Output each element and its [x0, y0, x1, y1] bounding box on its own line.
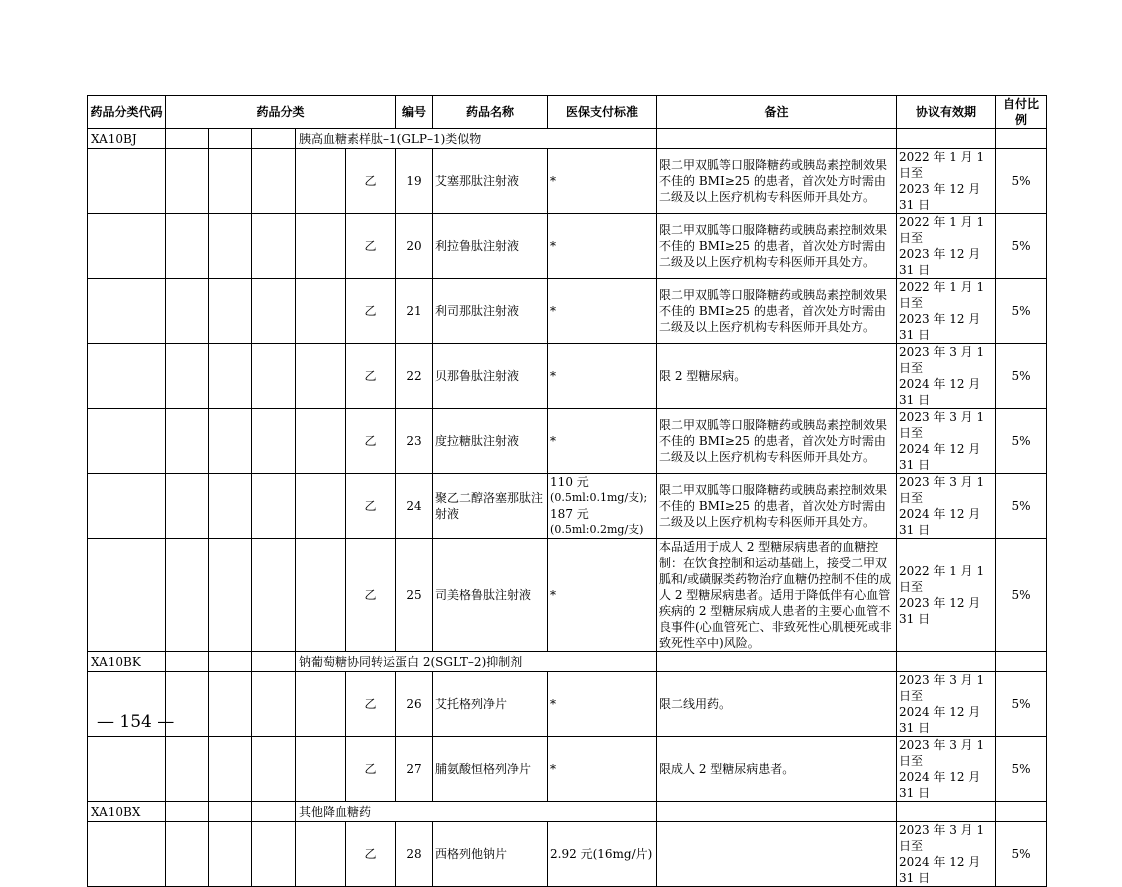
empty-cell — [657, 802, 897, 822]
drug-class: 乙 — [346, 214, 396, 279]
drug-row — [88, 279, 1047, 344]
category-label: 胰高血糖素样肽–1(GLP–1)类似物 — [296, 129, 657, 149]
drug-row — [88, 474, 1047, 539]
validity-end: 2024 年 12 月 31 日 — [899, 705, 981, 735]
header-remarks: 备注 — [657, 96, 897, 129]
validity-period — [897, 344, 996, 409]
empty-cell — [88, 344, 166, 409]
copay-ratio: 5% — [996, 344, 1047, 409]
empty-cell — [166, 214, 209, 279]
validity-period — [897, 279, 996, 344]
copay-ratio: 5% — [996, 737, 1047, 802]
empty-cell — [209, 672, 252, 737]
drug-number: 21 — [396, 279, 433, 344]
empty-cell — [166, 149, 209, 214]
drug-table — [87, 95, 1047, 887]
empty-cell — [88, 409, 166, 474]
payment-standard: * — [548, 279, 657, 344]
empty-cell — [166, 652, 209, 672]
remarks: 本品适用于成人 2 型糖尿病患者的血糖控制：在饮食控制和运动基础上，接受二甲双胍和/或磺脲类药物治疗血糖仍控制不佳的成人 2 型糖尿病患者。适用于降低伴有心血管疾病的 2 型糖尿病成人患者的主要心血管不良事件(心血管死亡、非致死性心肌梗死或非致死性卒中)风险。 — [657, 539, 897, 652]
empty-cell — [296, 279, 346, 344]
payment-standard: * — [548, 214, 657, 279]
validity-period — [897, 737, 996, 802]
empty-cell — [209, 822, 252, 887]
validity-start: 2022 年 1 月 1 日至 — [899, 564, 985, 594]
empty-cell — [657, 652, 897, 672]
drug-row — [88, 149, 1047, 214]
page-number: — 154 — — [97, 712, 175, 732]
category-label: 钠葡萄糖协同转运蛋白 2(SGLT–2)抑制剂 — [296, 652, 657, 672]
drug-class: 乙 — [346, 279, 396, 344]
drug-name: 贝那鲁肽注射液 — [433, 344, 548, 409]
drug-name: 西格列他钠片 — [433, 822, 548, 887]
remarks: 限二甲双胍等口服降糖药或胰岛素控制效果不佳的 BMI≥25 的患者，首次处方时需由二级及以上医疗机构专科医师开具处方。 — [657, 474, 897, 539]
empty-cell — [166, 802, 209, 822]
empty-cell — [209, 539, 252, 652]
validity-start: 2022 年 1 月 1 日至 — [899, 215, 985, 245]
header-payment-standard: 医保支付标准 — [548, 96, 657, 129]
category-code: XA10BJ — [88, 129, 166, 149]
drug-number: 25 — [396, 539, 433, 652]
drug-number: 24 — [396, 474, 433, 539]
drug-name: 利司那肽注射液 — [433, 279, 548, 344]
drug-number: 22 — [396, 344, 433, 409]
payment-line: (0.5ml:0.2mg/支) — [550, 523, 644, 536]
header-validity: 协议有效期 — [897, 96, 996, 129]
validity-end: 2023 年 12 月 31 日 — [899, 312, 981, 342]
validity-start: 2023 年 3 月 1 日至 — [899, 345, 985, 375]
validity-end: 2023 年 12 月 31 日 — [899, 182, 981, 212]
validity-period — [897, 672, 996, 737]
drug-number: 28 — [396, 822, 433, 887]
empty-cell — [166, 474, 209, 539]
empty-cell — [88, 737, 166, 802]
drug-name: 艾托格列净片 — [433, 672, 548, 737]
drug-name: 聚乙二醇洛塞那肽注射液 — [433, 474, 548, 539]
empty-cell — [296, 409, 346, 474]
remarks: 限 2 型糖尿病。 — [657, 344, 897, 409]
drug-class: 乙 — [346, 409, 396, 474]
validity-end: 2023 年 12 月 31 日 — [899, 596, 981, 626]
empty-cell — [209, 344, 252, 409]
drug-number: 19 — [396, 149, 433, 214]
drug-name: 度拉糖肽注射液 — [433, 409, 548, 474]
empty-cell — [996, 802, 1047, 822]
drug-class: 乙 — [346, 737, 396, 802]
drug-row — [88, 539, 1047, 652]
copay-ratio: 5% — [996, 672, 1047, 737]
copay-ratio: 5% — [996, 214, 1047, 279]
payment-line: 110 元 — [550, 475, 589, 489]
payment-standard: * — [548, 737, 657, 802]
validity-period — [897, 149, 996, 214]
copay-ratio: 5% — [996, 409, 1047, 474]
drug-class: 乙 — [346, 344, 396, 409]
empty-cell — [996, 652, 1047, 672]
category-row — [88, 652, 1047, 672]
drug-number: 20 — [396, 214, 433, 279]
drug-row — [88, 737, 1047, 802]
validity-start: 2023 年 3 月 1 日至 — [899, 410, 985, 440]
drug-class: 乙 — [346, 539, 396, 652]
empty-cell — [252, 652, 296, 672]
category-row — [88, 129, 1047, 149]
empty-cell — [296, 822, 346, 887]
drug-name: 脯氨酸恒格列净片 — [433, 737, 548, 802]
empty-cell — [897, 802, 996, 822]
empty-cell — [296, 539, 346, 652]
empty-cell — [296, 149, 346, 214]
validity-period — [897, 474, 996, 539]
empty-cell — [166, 409, 209, 474]
empty-cell — [166, 737, 209, 802]
empty-cell — [209, 129, 252, 149]
empty-cell — [296, 214, 346, 279]
drug-class: 乙 — [346, 149, 396, 214]
remarks: 限二甲双胍等口服降糖药或胰岛素控制效果不佳的 BMI≥25 的患者，首次处方时需由二级及以上医疗机构专科医师开具处方。 — [657, 279, 897, 344]
drug-row — [88, 214, 1047, 279]
copay-ratio: 5% — [996, 822, 1047, 887]
payment-standard: * — [548, 672, 657, 737]
drug-class: 乙 — [346, 672, 396, 737]
empty-cell — [996, 129, 1047, 149]
validity-period — [897, 539, 996, 652]
payment-standard: * — [548, 539, 657, 652]
validity-end: 2024 年 12 月 31 日 — [899, 442, 981, 472]
header-number: 编号 — [396, 96, 433, 129]
remarks: 限二甲双胍等口服降糖药或胰岛素控制效果不佳的 BMI≥25 的患者，首次处方时需由二级及以上医疗机构专科医师开具处方。 — [657, 214, 897, 279]
empty-cell — [209, 652, 252, 672]
payment-standard: 2.92 元(16mg/片) — [548, 822, 657, 887]
empty-cell — [166, 344, 209, 409]
payment-line: (0.5ml:0.1mg/支); — [550, 491, 648, 504]
empty-cell — [252, 149, 296, 214]
drug-row — [88, 409, 1047, 474]
remarks: 限二线用药。 — [657, 672, 897, 737]
payment-standard: * — [548, 344, 657, 409]
payment-standard — [548, 474, 657, 539]
empty-cell — [252, 802, 296, 822]
empty-cell — [209, 474, 252, 539]
validity-start: 2022 年 1 月 1 日至 — [899, 150, 985, 180]
category-code: XA10BK — [88, 652, 166, 672]
validity-end: 2024 年 12 月 31 日 — [899, 770, 981, 800]
remarks: 限二甲双胍等口服降糖药或胰岛素控制效果不佳的 BMI≥25 的患者，首次处方时需由二级及以上医疗机构专科医师开具处方。 — [657, 409, 897, 474]
copay-ratio: 5% — [996, 474, 1047, 539]
copay-ratio: 5% — [996, 539, 1047, 652]
category-row — [88, 802, 1047, 822]
validity-start: 2023 年 3 月 1 日至 — [899, 823, 985, 853]
empty-cell — [252, 672, 296, 737]
empty-cell — [252, 279, 296, 344]
empty-cell — [88, 539, 166, 652]
remarks: 限二甲双胍等口服降糖药或胰岛素控制效果不佳的 BMI≥25 的患者，首次处方时需由二级及以上医疗机构专科医师开具处方。 — [657, 149, 897, 214]
empty-cell — [166, 822, 209, 887]
empty-cell — [88, 279, 166, 344]
validity-start: 2022 年 1 月 1 日至 — [899, 280, 985, 310]
category-label: 其他降血糖药 — [296, 802, 657, 822]
copay-ratio: 5% — [996, 279, 1047, 344]
empty-cell — [252, 737, 296, 802]
empty-cell — [897, 652, 996, 672]
empty-cell — [166, 129, 209, 149]
validity-period — [897, 409, 996, 474]
drug-number: 27 — [396, 737, 433, 802]
empty-cell — [209, 409, 252, 474]
drug-row — [88, 822, 1047, 887]
empty-cell — [252, 539, 296, 652]
empty-cell — [209, 802, 252, 822]
empty-cell — [88, 822, 166, 887]
empty-cell — [252, 214, 296, 279]
empty-cell — [88, 474, 166, 539]
drug-row — [88, 344, 1047, 409]
empty-cell — [252, 822, 296, 887]
empty-cell — [166, 279, 209, 344]
empty-cell — [88, 149, 166, 214]
validity-start: 2023 年 3 月 1 日至 — [899, 673, 985, 703]
validity-start: 2023 年 3 月 1 日至 — [899, 475, 985, 505]
payment-standard: * — [548, 409, 657, 474]
empty-cell — [252, 129, 296, 149]
validity-end: 2023 年 12 月 31 日 — [899, 247, 981, 277]
empty-cell — [209, 737, 252, 802]
empty-cell — [166, 539, 209, 652]
validity-start: 2023 年 3 月 1 日至 — [899, 738, 985, 768]
validity-end: 2024 年 12 月 31 日 — [899, 507, 981, 537]
drug-name: 艾塞那肽注射液 — [433, 149, 548, 214]
drug-name: 司美格鲁肽注射液 — [433, 539, 548, 652]
drug-class: 乙 — [346, 822, 396, 887]
empty-cell — [296, 737, 346, 802]
validity-period — [897, 822, 996, 887]
drug-name: 利拉鲁肽注射液 — [433, 214, 548, 279]
empty-cell — [657, 129, 897, 149]
remarks: 限成人 2 型糖尿病患者。 — [657, 737, 897, 802]
payment-line: 187 元 — [550, 507, 589, 521]
copay-ratio: 5% — [996, 149, 1047, 214]
header-copay: 自付比例 — [996, 96, 1047, 129]
validity-period — [897, 214, 996, 279]
empty-cell — [296, 344, 346, 409]
empty-cell — [252, 344, 296, 409]
empty-cell — [296, 672, 346, 737]
drug-number: 23 — [396, 409, 433, 474]
empty-cell — [252, 474, 296, 539]
empty-cell — [209, 279, 252, 344]
table-header-row — [88, 96, 1047, 129]
validity-end: 2024 年 12 月 31 日 — [899, 855, 981, 885]
empty-cell — [296, 474, 346, 539]
header-category: 药品分类 — [166, 96, 396, 129]
validity-end: 2024 年 12 月 31 日 — [899, 377, 981, 407]
category-code: XA10BX — [88, 802, 166, 822]
empty-cell — [209, 214, 252, 279]
drug-number: 26 — [396, 672, 433, 737]
header-drug-name: 药品名称 — [433, 96, 548, 129]
empty-cell — [209, 149, 252, 214]
drug-row — [88, 672, 1047, 737]
header-code: 药品分类代码 — [88, 96, 166, 129]
empty-cell — [88, 214, 166, 279]
empty-cell — [252, 409, 296, 474]
payment-standard: * — [548, 149, 657, 214]
remarks — [657, 822, 897, 887]
drug-class: 乙 — [346, 474, 396, 539]
empty-cell — [897, 129, 996, 149]
